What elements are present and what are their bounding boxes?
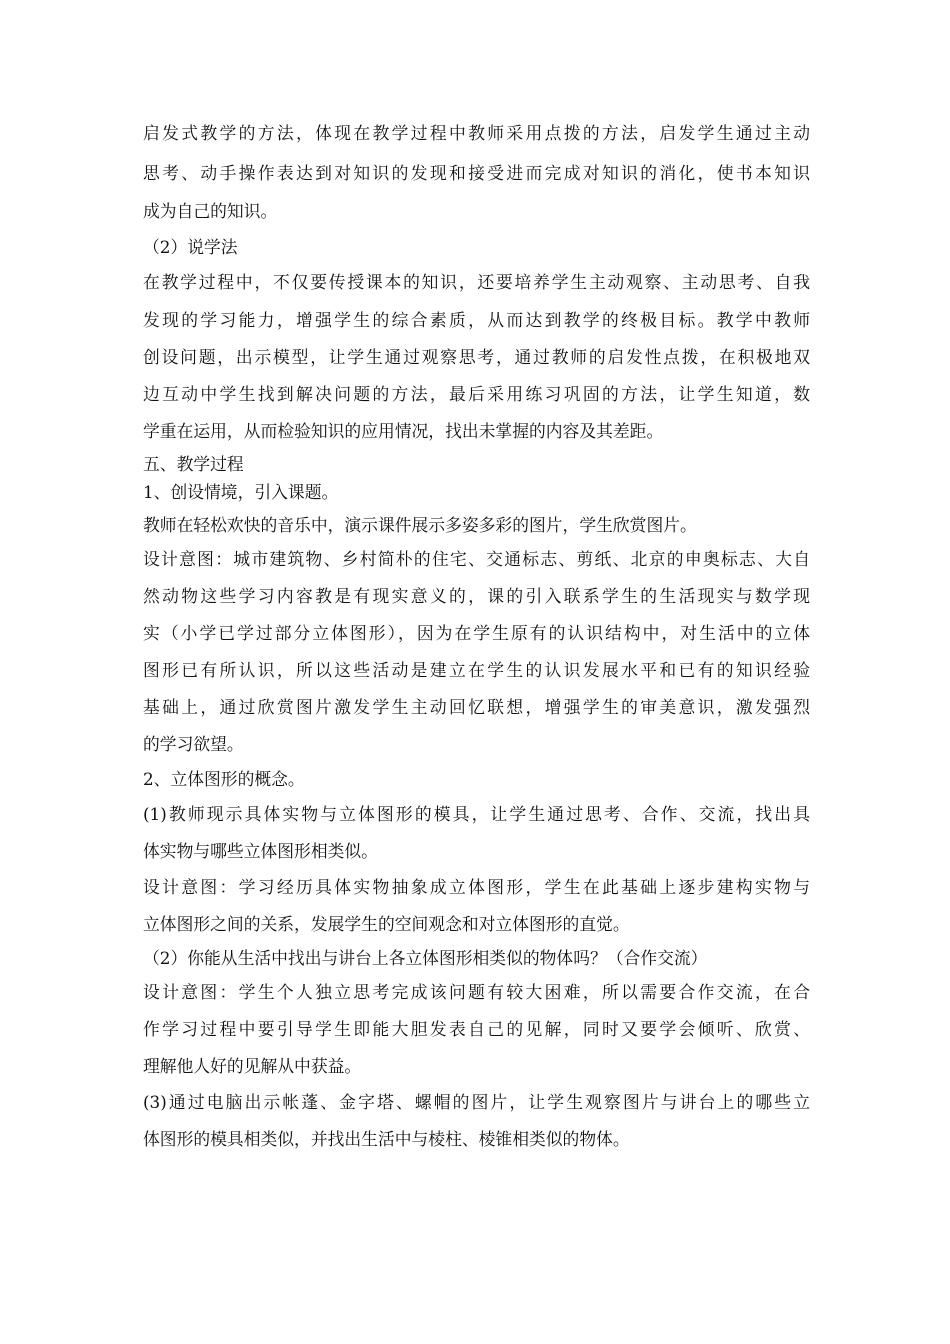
paragraph-line: 创设问题，出示模型，让学生通过观察思考，通过教师的启发性点拨，在积极地双 <box>143 347 810 367</box>
section-heading: 2、立体图形的概念。 <box>143 769 305 789</box>
paragraph-line: 设计意图：城市建筑物、乡村简朴的住宅、交通标志、剪纸、北京的申奥标志、大自 <box>143 549 810 569</box>
paragraph-line: （2）你能从生活中找出与讲台上各立体图形相类似的物体吗？（合作交流） <box>143 948 708 968</box>
paragraph-line: 学重在运用，从而检验知识的应用情况，找出未掌握的内容及其差距。 <box>143 421 664 441</box>
section-heading: 1、创设情境，引入课题。 <box>143 482 339 502</box>
section-heading: 五、教学过程 <box>143 454 244 474</box>
section-heading: （2）说学法 <box>143 237 238 257</box>
paragraph-line: 教师在轻松欢快的音乐中，演示课件展示多姿多彩的图片，学生欣赏图片。 <box>143 515 697 535</box>
paragraph-line: 理解他人好的见解从中获益。 <box>143 1056 362 1076</box>
paragraph-line: 实（小学已学过部分立体图形），因为在学生原有的认识结构中，对生活中的立体 <box>143 623 810 643</box>
paragraph-line: (1)教师现示具体实物与立体图形的模具，让学生通过思考、合作、交流，找出具 <box>143 804 810 824</box>
paragraph-line: 设计意图：学生个人独立思考完成该问题有较大困难，所以需要合作交流，在合 <box>143 982 810 1002</box>
paragraph-line: (3)通过电脑出示帐蓬、金字塔、螺帽的图片，让学生观察图片与讲台上的哪些立 <box>143 1092 810 1112</box>
paragraph-line: 作学习过程中要引导学生即能大胆发表自己的见解，同时又要学会倾听、欣赏、 <box>143 1019 810 1039</box>
paragraph-line: 发现的学习能力，增强学生的综合素质，从而达到教学的终极目标。教学中教师 <box>143 310 810 330</box>
paragraph-line: 体实物与哪些立体图形相类似。 <box>143 841 378 861</box>
paragraph-line: 基础上，通过欣赏图片激发学生主动回忆联想，增强学生的审美意识，激发强烈 <box>143 697 810 717</box>
paragraph-line: 然动物这些学习内容教是有现实意义的，课的引入联系学生的生活现实与数学现 <box>143 586 810 606</box>
paragraph-line: 边互动中学生找到解决问题的方法，最后采用练习巩固的方法，让学生知道，数 <box>143 384 810 404</box>
paragraph-line: 图形已有所认识，所以这些活动是建立在学生的认识发展水平和已有的知识经验 <box>143 660 810 680</box>
paragraph-line: 体图形的模具相类似，并找出生活中与棱柱、棱锥相类似的物体。 <box>143 1129 630 1149</box>
paragraph-line: 在教学过程中，不仅要传授课本的知识，还要培养学生主动观察、主动思考、自我 <box>143 272 810 292</box>
paragraph-line: 启发式教学的方法，体现在教学过程中教师采用点拨的方法，启发学生通过主动 <box>143 123 810 143</box>
paragraph-line: 成为自己的知识。 <box>143 201 278 221</box>
paragraph-line: 设计意图：学习经历具体实物抽象成立体图形，学生在此基础上逐步建构实物与 <box>143 877 810 897</box>
paragraph-line: 立体图形之间的关系，发展学生的空间观念和对立体图形的直觉。 <box>143 914 630 934</box>
paragraph-line: 的学习欲望。 <box>143 734 244 754</box>
paragraph-line: 思考、动手操作表达到对知识的发现和接受进而完成对知识的消化，使书本知识 <box>143 163 810 183</box>
